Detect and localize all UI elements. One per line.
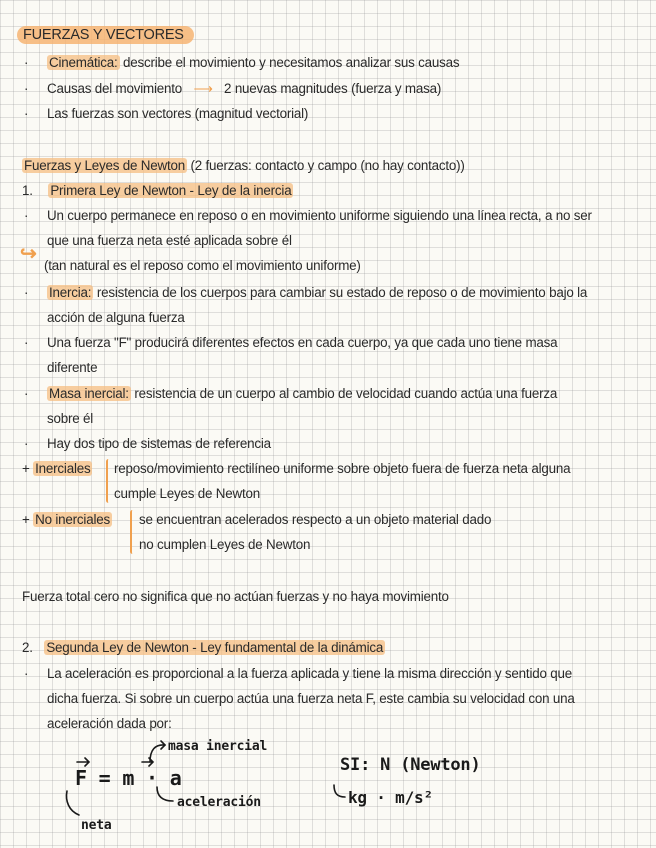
- curved-arrow-icon: ↪: [20, 243, 37, 265]
- inerciales-label: + Inerciales: [22, 461, 91, 476]
- fuerza-line1: Una fuerza "F" producirá diferentes efectos en cada cuerpo, ya que cada uno tiene masa: [47, 335, 558, 350]
- formula-acc-label: aceleración: [177, 795, 261, 810]
- si-units-derived: kg · m/s²: [348, 788, 433, 807]
- law2-line3: aceleración dada por:: [47, 716, 172, 731]
- brace-noinerciales: [130, 510, 135, 554]
- formula-text: F = m · a: [75, 766, 182, 790]
- bullet-dot: ·: [24, 285, 29, 300]
- sistemas-line: Hay dos tipo de sistemas de referencia: [47, 436, 271, 451]
- noinerciales-line1: se encuentran acelerados respecto a un objeto material dado: [139, 512, 492, 527]
- law1-heading: 1. Primera Ley de Newton - Ley de la inercia: [22, 183, 292, 198]
- law1-paragraph-line1: Un cuerpo permanece en reposo o en movimiento uniforme siguiendo una línea recta, a no ser: [47, 208, 592, 223]
- formula-net-label: neta: [81, 818, 112, 833]
- brace-inerciales: [106, 459, 111, 503]
- formula-mass-label: masa inercial: [168, 739, 268, 754]
- law2-line2: dicha fuerza. Si sobre un cuerpo actúa una fuerza neta F, este cambia su velocidad con una: [47, 691, 575, 706]
- bullet-dot: ·: [24, 386, 29, 401]
- intro-line-vectores: Las fuerzas son vectores (magnitud vectorial): [47, 106, 309, 121]
- fuerza-line2: diferente: [47, 360, 98, 375]
- inerciales-line2: cumple Leyes de Newton: [114, 486, 260, 501]
- arrow-to-neta: [67, 791, 80, 815]
- masa-line1: Masa inercial: resistencia de un cuerpo al cambio de velocidad cuando actúa una fuerza: [49, 386, 558, 401]
- page-title: FUERZAS Y VECTORES: [17, 27, 194, 43]
- arrow-to-units: [334, 785, 345, 797]
- law2-line1: La aceleración es proporcional a la fuerza aplicada y tiene la misma dirección y sentido que: [47, 666, 572, 681]
- formula-drawing: [55, 735, 655, 845]
- fuerza-total-line: Fuerza total cero no significa que no actúan fuerzas y no haya movimiento: [22, 589, 449, 604]
- bullet-dot: ·: [24, 335, 29, 350]
- law1-note: (tan natural es el reposo como el movimiento uniforme): [44, 258, 361, 273]
- law1-paragraph-line2: que una fuerza neta esté aplicada sobre él: [47, 233, 292, 248]
- law2-heading: 2. Segunda Ley de Newton - Ley fundamental de la dinámica: [22, 640, 384, 655]
- vector-arrow-f: [77, 758, 89, 766]
- bullet-dot: ·: [24, 208, 29, 223]
- inercia-line2: acción de alguna fuerza: [47, 310, 185, 325]
- bullet-dot: ·: [24, 436, 29, 451]
- inerciales-line1: reposo/movimiento rectilíneo uniforme sobre objeto fuera de fuerza neta alguna: [114, 461, 571, 476]
- bullet-dot: ·: [24, 55, 29, 70]
- section-heading-newton: Fuerzas y Leyes de Newton (2 fuerzas: contacto y campo (no hay contacto)): [24, 158, 465, 173]
- bullet-dot: ·: [24, 106, 29, 121]
- si-units-label: SI: N (Newton): [340, 755, 481, 775]
- bullet-dot: ·: [24, 666, 29, 681]
- inercia-line1: Inercia: resistencia de los cuerpos para cambiar su estado de reposo o de movimiento bajo la: [49, 285, 588, 300]
- arrow-icon: ⟶: [193, 81, 213, 96]
- bullet-dot: ·: [24, 81, 29, 96]
- vector-arrow-a: [142, 758, 153, 766]
- masa-line2: sobre él: [47, 411, 94, 426]
- intro-line-cinematica: Cinemática: describe el movimiento y necesitamos analizar sus causas: [49, 55, 460, 70]
- intro-line-causas: Causas del movimiento ⟶ 2 nuevas magnitudes (fuerza y masa): [47, 81, 442, 96]
- noinerciales-label: + No inerciales: [22, 512, 110, 527]
- noinerciales-line2: no cumplen Leyes de Newton: [139, 537, 311, 552]
